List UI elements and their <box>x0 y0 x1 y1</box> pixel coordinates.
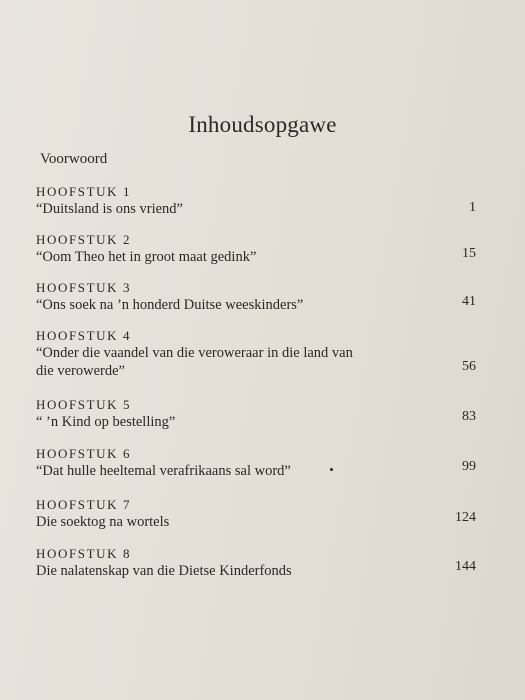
toc-entry-7 <box>36 497 476 531</box>
toc-entry-6 <box>36 446 476 480</box>
toc-entry-5 <box>36 397 476 431</box>
chapter-label: HOOFSTUK 8 <box>36 546 132 561</box>
page-number: 99 <box>462 459 476 474</box>
toc-entry-8 <box>36 546 476 580</box>
chapter-title: “Duitsland is ons vriend” <box>36 201 183 217</box>
page-number: 41 <box>462 294 476 309</box>
toc-entry-2 <box>36 232 476 266</box>
chapter-label: HOOFSTUK 2 <box>36 232 132 247</box>
toc-entry-3 <box>36 280 476 314</box>
chapter-label: HOOFSTUK 6 <box>36 446 132 461</box>
chapter-label: HOOFSTUK 4 <box>36 328 132 343</box>
toc-entry-4 <box>36 328 476 380</box>
chapter-title: “Onder die vaandel van die veroweraar in die land van die verowerde” <box>36 345 353 379</box>
chapter-title: “ ’n Kind op bestelling” <box>36 414 176 430</box>
chapter-label: HOOFSTUK 1 <box>36 184 132 199</box>
page-number: 1 <box>469 200 476 215</box>
chapter-title: Die nalatenskap van die Dietse Kinderfonds <box>36 563 292 579</box>
chapter-label: HOOFSTUK 3 <box>36 280 132 295</box>
foreword-entry: Voorwoord <box>40 151 108 167</box>
page-number: 124 <box>455 510 476 525</box>
page-title: Inhoudsopgawe <box>188 112 337 137</box>
chapter-label: HOOFSTUK 7 <box>36 497 132 512</box>
chapter-title: “Ons soek na ’n honderd Duitse weeskinders” <box>36 297 304 313</box>
chapter-label: HOOFSTUK 5 <box>36 397 132 412</box>
toc-entry-1 <box>36 184 476 218</box>
chapter-title: Die soektog na wortels <box>36 514 170 530</box>
page-number: 83 <box>462 409 476 424</box>
chapter-title: “Dat hulle heeltemal verafrikaans sal word” <box>36 463 291 479</box>
chapter-title: “Oom Theo het in groot maat gedink” <box>36 249 257 265</box>
ink-speck <box>330 468 333 471</box>
page-number: 15 <box>462 246 476 261</box>
page-number: 144 <box>455 559 476 574</box>
page-number: 56 <box>462 359 476 374</box>
